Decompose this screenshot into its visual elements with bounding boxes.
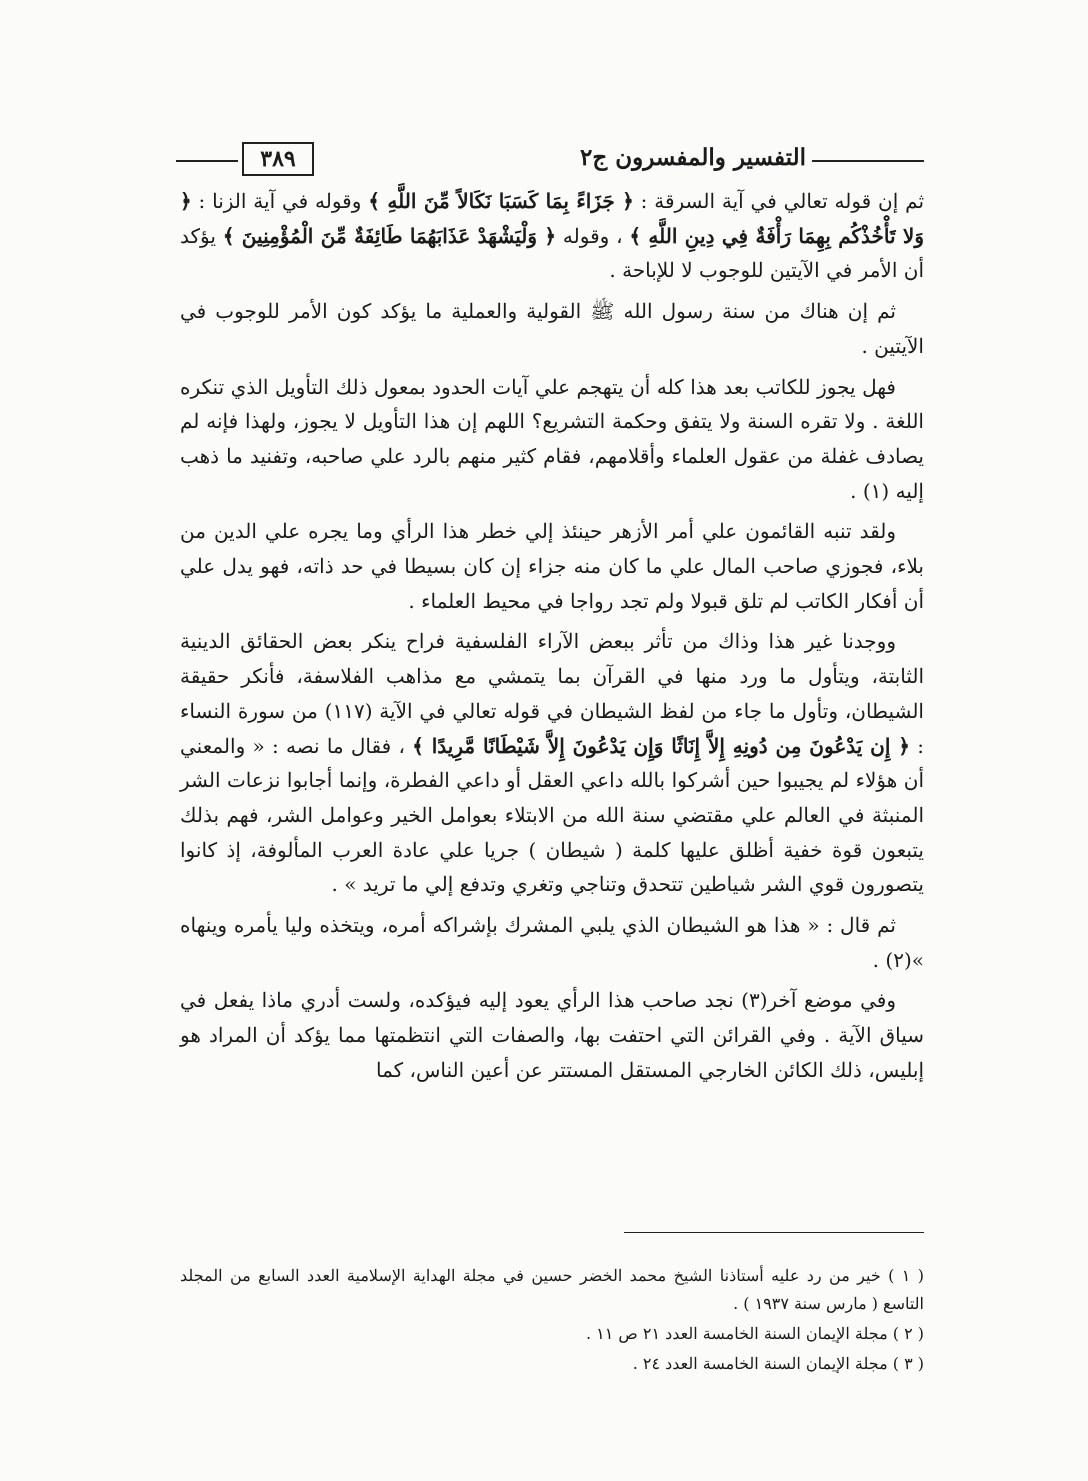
footnote-divider: [624, 1232, 924, 1233]
page-number-box: ٣٨٩: [242, 142, 314, 176]
paragraph-5-text-a: ووجدنا غير هذا وذاك من تأثر ببعض الآراء الفلسفية فراح ينكر بعض الحقائق الدينية الثابتة، ويتأول ما ورد منها في القرآن بما يتمشي مع مذاهب الفلاسفة، فأنكر حقيقة الشيطان، وتأول ما جاء من لفظ الشيطان في قوله تعالي في الآية (١١٧) من سورة النساء :: [180, 629, 924, 758]
paragraph-1-text-d: يؤكد أن الأمر في الآيتين للوجوب لا للإباحة .: [180, 223, 924, 283]
footnotes: [180, 1262, 924, 1380]
paragraph-1-text-c: ، وقوله: [556, 223, 630, 248]
footnote-1: ( ١ ) خير من رد عليه أستاذنا الشيخ محمد الخضر حسين في مجلة الهداية الإسلامية العدد السابع من المجلد التاسع ( مارس سنة ١٩٣٧ ) .: [180, 1266, 925, 1313]
paragraph-1-text-b: وقوله في آية الزنا :: [191, 189, 369, 213]
header-title: التفسير والمفسرون ج٢: [580, 144, 806, 171]
quran-quote-1: ﴿ جَزَاءً بِمَا كَسَبَا نَكَالاً مِّنَ اللَّهِ ﴾: [368, 189, 634, 213]
paragraph-6: ثم قال : « هذا هو الشيطان الذي يلبي المشرك بإشراكه أمره، ويتخذه وليا يأمره وينهاه »(٢) .: [180, 913, 924, 972]
quran-quote-3: ﴿ وَلْيَشْهَدْ عَذَابَهُمَا طَائِفَةٌ مِّنَ الْمُؤْمِنِينَ ﴾: [222, 223, 557, 248]
running-header: [176, 142, 924, 178]
paragraph-5-text-b: ، فقال ما نصه : « والمعني أن هؤلاء لم يجيبوا حين أشركوا بالله داعي العقل أو داعي الفطرة، وإنما أجابوا نزعات الشر المنبثة في العالم علي مقتضي سنة الله من الابتلاء بعوامل الخير وعوامل الشر، فهم بذلك يتبعون قوة خفية أظلق عليها كلمة ( شيطان ) جريا علي عادة العرب المألوفة، إذ كانوا يتصورون قوي الشر شياطين تتحدق وتناجي وتغري وتدفع إلي ما تريد » .: [180, 733, 925, 897]
paragraph-4: ولقد تنبه القائمون علي أمر الأزهر حينئذ إلي خطر هذا الرأي وما يجره علي الدين من بلاء، فجوزي صاحب المال علي ما كان منه جزاء إن كان بسيطا في حد ذاته، فهو يدل علي أن أفكار الكاتب لم تلق قبولا ولم تجد رواجا في محيط العلماء .: [180, 519, 924, 613]
paragraph-2: ثم إن هناك من سنة رسول الله ﷺ القولية والعملية ما يؤكد كون الأمر للوجوب في الآيتين .: [180, 299, 924, 358]
quran-quote-2: ﴿ وَلا تَأْخُذْكُم بِهِمَا رَأْفَةٌ فِي دِينِ اللَّهِ ﴾: [180, 189, 924, 248]
paragraph-7: وفي موضع آخر(٣) نجد صاحب هذا الرأي يعود إليه فيؤكده، ولست أدري ماذا يفعل في سياق الآية . وفي القرائن التي احتفت بها، والصفات التي انتظمتها مما يؤكد أن المراد هو إبليس، ذلك الكائن الخارجي المستقل المستتر عن أعين الناس، كما: [180, 988, 924, 1082]
header-rule-left: [176, 160, 238, 162]
paragraph-1-text-a: ثم إن قوله تعالي في آية السرقة :: [633, 189, 925, 213]
paragraph-1: [180, 184, 924, 288]
quran-quote-4: ﴿ إِن يَدْعُونَ مِن دُونِهِ إِلاَّ إِنَاثًا وَإِن يَدْعُونَ إِلاَّ شَيْطَانًا مَّرِيدًا ﴾: [412, 733, 910, 758]
footnote-2: ( ٢ ) مجلة الإيمان السنة الخامسة العدد ٢١ ص ١١ .: [585, 1324, 924, 1343]
paragraph-3: فهل يجوز للكاتب بعد هذا كله أن يتهجم علي آيات الحدود بمعول ذلك التأويل الذي تنكره اللغة . ولا تقره السنة ولا يتفق وحكمة التشريع؟ اللهم إن هذا التأويل لا يجوز، ولهذا فإنه لم يصادف غفلة من عقول العلماء وأقلامهم، فقام كثير منهم بالرد علي صاحبه، وتفنيد ما ذهب إليه (١) .: [180, 374, 924, 503]
header-rule-right: [812, 160, 924, 162]
footnote-3: ( ٣ ) مجلة الإيمان السنة الخامسة العدد ٢٤ .: [632, 1354, 924, 1373]
paragraph-5: [180, 624, 924, 902]
main-text: [180, 184, 924, 1094]
